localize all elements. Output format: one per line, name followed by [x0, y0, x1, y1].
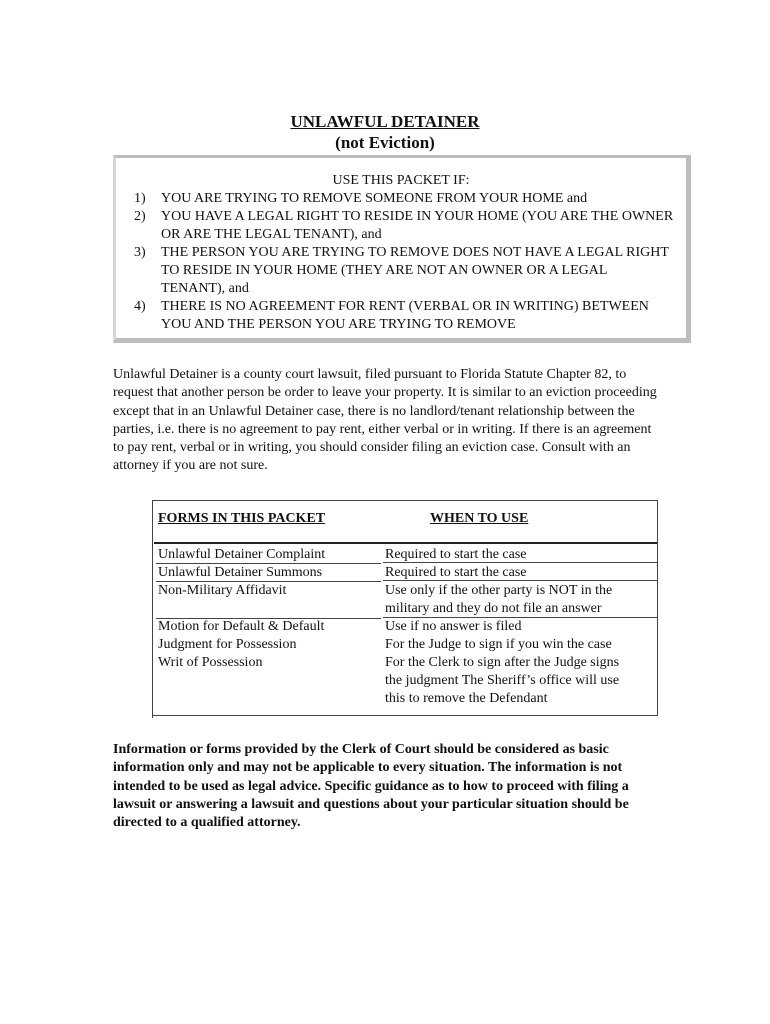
form-name: Judgment for Possession	[158, 637, 297, 652]
forms-column	[158, 546, 383, 672]
disclaimer-paragraph: Information or forms provided by the Clerk of Court should be considered as basic information only and may not be applicable to every situation. The information is not intended to be used as legal advice. Specific guidance as to how to proceed with filing a lawsuit or answering a lawsuit and questions about your particular situation should be directed to a qualified attorney.	[113, 742, 629, 831]
packet-condition-item	[134, 244, 674, 298]
when-column-header: WHEN TO USE	[430, 511, 529, 526]
form-name: Motion for Default & Default	[158, 619, 325, 634]
condition-text: THE PERSON YOU ARE TRYING TO REMOVE DOES NOT HAVE A LEGAL RIGHT TO RESIDE IN YOUR HOME (THEY ARE NOT AN OWNER OR A LEGAL TENANT), and	[161, 245, 669, 296]
when-text: Required to start the case	[385, 565, 527, 580]
title-main: UNLAWFUL DETAINER	[290, 112, 480, 131]
use-packet-if-box	[113, 155, 691, 343]
form-name: Non-Military Affidavit	[158, 583, 287, 598]
forms-table	[152, 500, 662, 718]
table-border-bottom	[152, 715, 658, 716]
forms-column-header: FORMS IN THIS PACKET	[158, 511, 326, 526]
table-border-right	[657, 500, 658, 716]
when-text: For the Judge to sign if you win the case	[385, 637, 612, 652]
packet-conditions-list	[134, 190, 674, 334]
packet-condition-item	[134, 298, 674, 334]
when-text: Use if no answer is filed	[385, 619, 522, 634]
intro-paragraph: Unlawful Detainer is a county court lawsuit, filed pursuant to Florida Statute Chapter 82, to request that another person be order to leave your property. It is similar to an eviction proceeding except that in an Unlawful Detainer case, there is no landlord/tenant relationship between the parties, i.e. there is no agreement to pay rent, either verbal or in writing. If there is an agreement to pay rent, verbal or in writing, you should consider filing an eviction case. Consult with an attorney if you are not sure.	[113, 367, 657, 474]
title-subtitle: (not Eviction)	[335, 133, 435, 152]
when-text: the judgment The Sheriff’s office will use	[385, 673, 620, 688]
form-name: Unlawful Detainer Summons	[158, 565, 323, 580]
when-text: this to remove the Defendant	[385, 691, 548, 706]
condition-number: 2)	[134, 209, 146, 224]
table-border-left	[152, 500, 153, 718]
when-text: military and they do not file an answer	[385, 601, 602, 616]
document-title	[0, 112, 770, 153]
when-text: Use only if the other party is NOT in the	[385, 583, 613, 598]
form-name: Unlawful Detainer Complaint	[158, 547, 326, 562]
table-border-top	[152, 500, 657, 501]
condition-number: 3)	[134, 245, 146, 260]
when-text: Required to start the case	[385, 547, 527, 562]
condition-text: YOU ARE TRYING TO REMOVE SOMEONE FROM YOUR HOME and	[161, 191, 588, 206]
packet-condition-item	[134, 190, 674, 208]
when-column	[385, 546, 653, 708]
packet-box-heading: USE THIS PACKET IF:	[332, 173, 470, 188]
packet-condition-item	[134, 208, 674, 244]
condition-number: 1)	[134, 191, 146, 206]
condition-number: 4)	[134, 299, 146, 314]
condition-text: YOU HAVE A LEGAL RIGHT TO RESIDE IN YOUR HOME (YOU ARE THE OWNER OR ARE THE LEGAL TENANT), and	[161, 209, 674, 242]
form-name: Writ of Possession	[158, 655, 263, 670]
when-text: For the Clerk to sign after the Judge signs	[385, 655, 620, 670]
condition-text: THERE IS NO AGREEMENT FOR RENT (VERBAL OR IN WRITING) BETWEEN YOU AND THE PERSON YOU ARE TRYING TO REMOVE	[161, 299, 649, 332]
table-header-divider	[154, 542, 657, 544]
form-name	[158, 600, 383, 618]
